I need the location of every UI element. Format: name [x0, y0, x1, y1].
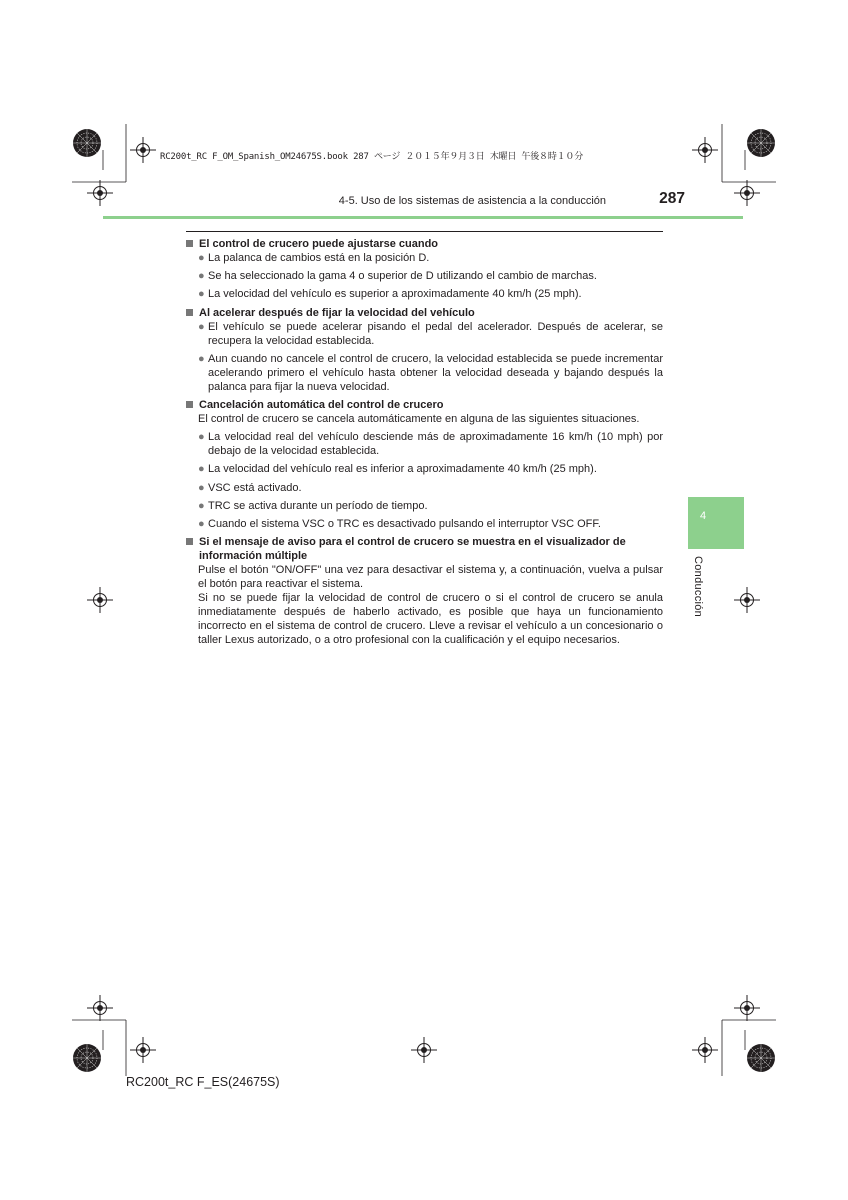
footer-code: RC200t_RC F_ES(24675S) [126, 1075, 280, 1089]
square-bullet-icon [186, 401, 193, 408]
section-heading: El control de crucero puede ajustarse cuando [186, 237, 663, 251]
circle-bullet-icon: ● [198, 320, 205, 333]
paragraph: Pulse el botón "ON/OFF" una vez para desactivar el sistema y, a continuación, vuelva a pulsar el botón para reactivar el sistema. [198, 564, 663, 591]
circle-bullet-icon: ● [198, 252, 205, 264]
circle-bullet-icon: ● [198, 288, 205, 301]
page-number: 287 [659, 190, 685, 207]
circle-bullet-icon: ● [198, 270, 205, 283]
content-top-rule [186, 231, 663, 232]
square-bullet-icon [186, 538, 193, 545]
chapter-tab[interactable] [688, 497, 744, 549]
circle-bullet-icon: ● [198, 517, 205, 530]
circle-bullet-icon: ● [198, 431, 205, 444]
section-heading: Al acelerar después de fijar la velocidad del vehículo [186, 306, 663, 320]
list-item: ● Se ha seleccionado la gama 4 o superior de D utilizando el cambio de marchas. [198, 270, 597, 283]
section-block [186, 306, 663, 394]
paragraph: Si no se puede fijar la velocidad de control de crucero o si el control de crucero se anula inmediatamente después de haberlo activado, es posible que haya un funcionamiento incorrecto en el sistema de control de crucero. Lleve a revisar el vehículo a un concesionario o taller Lexus autorizado, o a otro profesional con la cualificación y el equipo necesarios. [198, 592, 663, 647]
list-item: ● La palanca de cambios está en la posición D. [198, 252, 430, 264]
list-item: ● Cuando el sistema VSC o TRC es desactivado pulsando el interruptor VSC OFF. [198, 517, 601, 530]
section-title: 4-5. Uso de los sistemas de asistencia a la conducción [338, 195, 606, 207]
circle-bullet-icon: ● [198, 352, 205, 365]
print-info-line: RC200t_RC F_OM_Spanish_OM24675S.book 287 ページ ２０１５年９月３日 木曜日 午後８時１０分 [160, 152, 584, 162]
list-item: ● VSC está activado. [198, 481, 302, 494]
list-item: ● El vehículo se puede acelerar pisando el pedal del acelerador. Después de acelerar, se recupera la velocidad establecida. [198, 320, 663, 347]
section-body [198, 563, 663, 647]
square-bullet-icon [186, 240, 193, 247]
header-rule [103, 216, 743, 219]
circle-bullet-icon: ● [198, 499, 205, 512]
section-block [186, 535, 663, 647]
section-block [186, 237, 663, 301]
section-heading: Cancelación automática del control de crucero [186, 398, 663, 412]
list-item: ● TRC se activa durante un período de tiempo. [198, 499, 428, 512]
list-item: ● La velocidad del vehículo real es inferior a aproximadamente 40 km/h (25 mph). [198, 463, 597, 476]
section-block [186, 398, 663, 531]
list-item: ● La velocidad del vehículo es superior a aproximadamente 40 km/h (25 mph). [198, 288, 582, 301]
chapter-tab-label: Conducción [692, 556, 704, 618]
chapter-tab-number: 4 [699, 510, 707, 522]
circle-bullet-icon: ● [198, 481, 205, 494]
circle-bullet-icon: ● [198, 463, 205, 476]
list-item: ● Aun cuando no cancele el control de crucero, la velocidad establecida se puede incrementar acelerando primero el vehículo hasta obtener la velocidad deseada y bajando después la palanca para fijar la nueva velocidad. [198, 352, 663, 393]
section-heading: Si el mensaje de aviso para el control de crucero se muestra en el visualizador de información múltiple [186, 535, 663, 563]
section-intro: El control de crucero se cancela automáticamente en alguna de las siguientes situaciones. [198, 412, 640, 425]
main-content [186, 237, 663, 651]
square-bullet-icon [186, 309, 193, 316]
list-item: ● La velocidad real del vehículo desciende más de aproximadamente 16 km/h (10 mph) por debajo de la velocidad establecida. [198, 431, 663, 458]
